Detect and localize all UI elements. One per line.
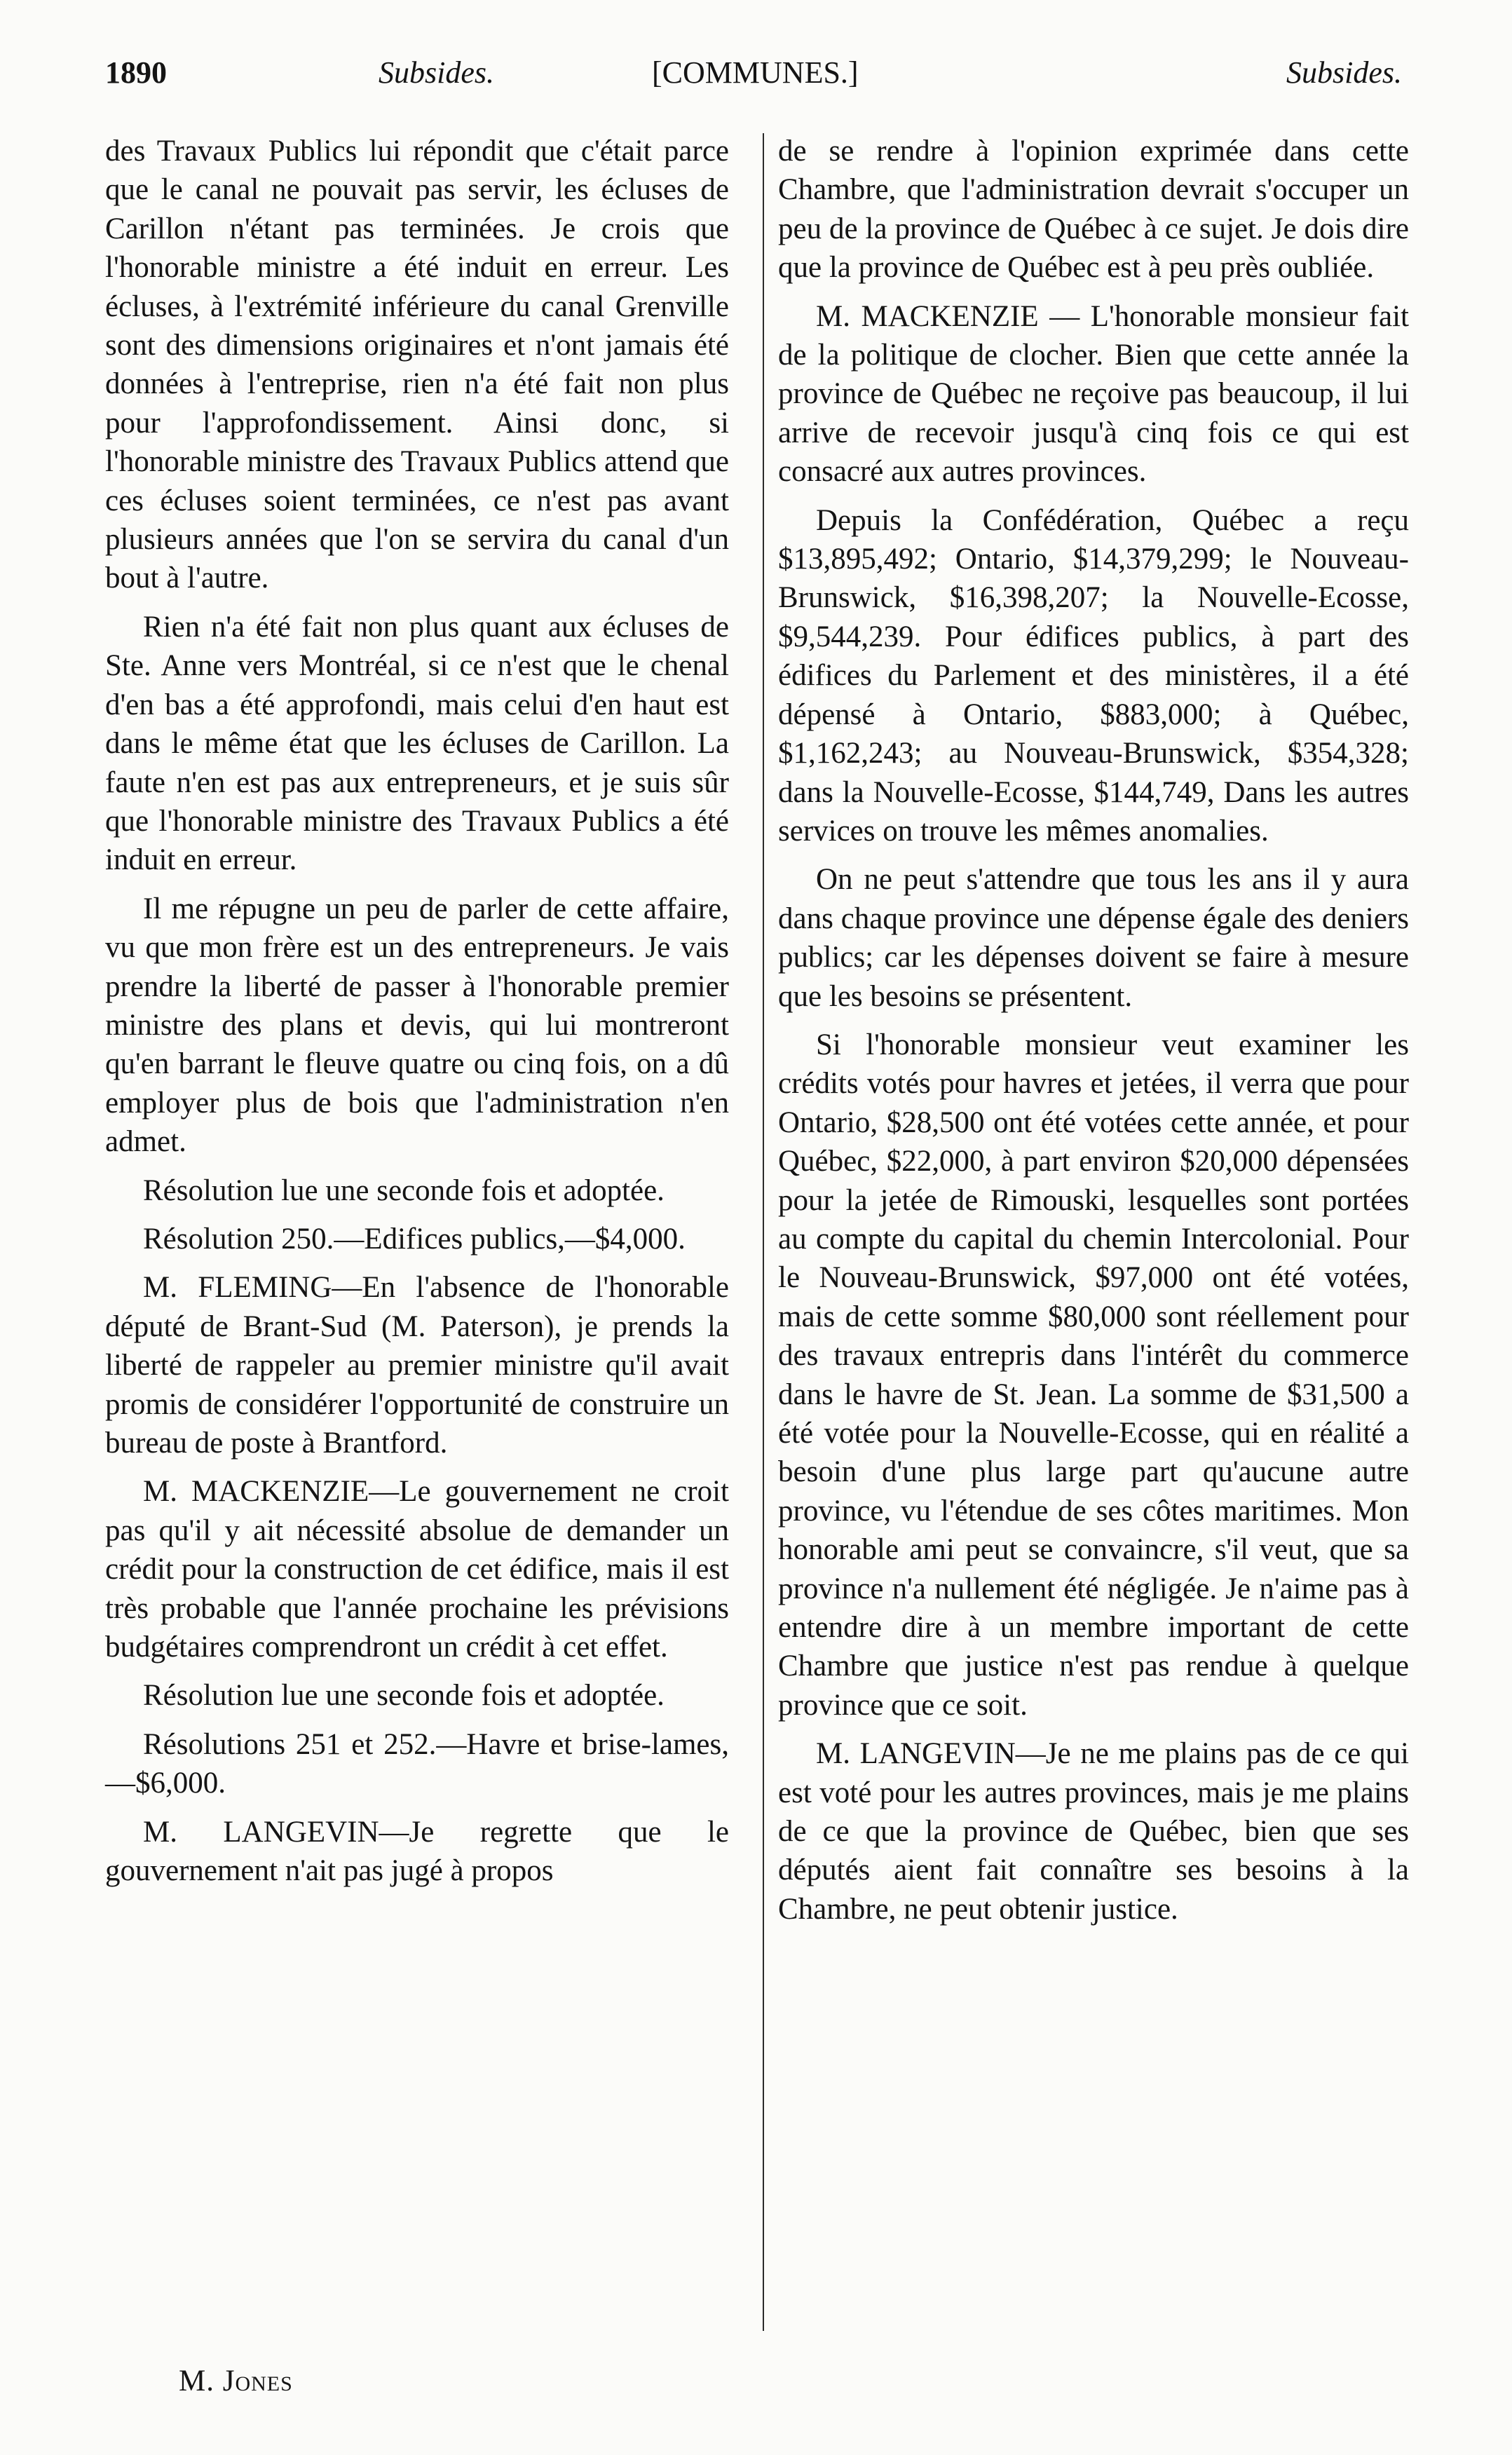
speech-langevin: M. LANGEVIN—Je ne me plains pas de ce qui est voté pour les autres provinces, mais je me plains de ce que la province de Québec, bien que ses députés aient fait connaître ses besoins à la Chambre, ne peut obtenir justice. bbox=[778, 1737, 1409, 1926]
left-column bbox=[105, 132, 729, 1890]
resolution-heading: Résolutions 251 et 252.—Havre et brise-lames,—$6,000. bbox=[105, 1727, 729, 1800]
speech-langevin: M. LANGEVIN—Je regrette que le gouvernement n'ait pas jugé à propos bbox=[105, 1815, 729, 1888]
running-title-left: Subsides. bbox=[379, 55, 494, 90]
column-divider bbox=[763, 133, 764, 2331]
paragraph: Si l'honorable monsieur veut examiner les crédits votés pour havres et jetées, il verra que pour Ontario, $28,500 ont été votées cette année, et pour Québec, $22,000, à part environ $20,000 dépensées pour la jetée de Rimouski, lesquelles sont portées au compte du capital du chemin Intercolonial. Pour le Nouveau-Brunswick, $97,000 ont été votées, mais de cette somme $80,000 sont réellement pour des travaux entrepris dans l'intérêt du commerce dans le havre de St. Jean. La somme de $31,500 a été votée pour la Nouvelle-Ecosse, qui en réalité a besoin d'une plus large part qu'aucune autre province, vu l'étendue de ses côtes maritimes. Mon honorable ami peut se convaincre, s'il veut, que sa province n'a nullement été négligée. Je n'aime pas à entendre dire à un membre important de cette Chambre que justice n'est pas rendue à quelque province que ce soit. bbox=[778, 1028, 1409, 1722]
speech-mackenzie: M. MACKENZIE — L'honorable monsieur fait de la politique de clocher. Bien que cette année la province de Québec ne reçoive pas beaucoup, il lui arrive de recevoir jusqu'à cinq fois ce qui est consacré aux autres provinces. bbox=[778, 299, 1409, 489]
page-header bbox=[105, 55, 1402, 104]
resolution-heading: Résolution 250.—Edifices publics,—$4,000. bbox=[143, 1222, 686, 1256]
paragraph: de se rendre à l'opinion exprimée dans cette Chambre, que l'administration devrait s'occuper un peu de la province de Québec à ce sujet. Je dois dire que la province de Québec est à peu près oubliée. bbox=[778, 135, 1409, 285]
paragraph: Depuis la Confédération, Québec a reçu $13,895,492; Ontario, $14,379,299; le Nouveau-Brunswick, $16,398,207; la Nouvelle-Ecosse, $9,544,239. Pour édifices publics, à part des édifices du Parlement et des ministères, il a été dépensé à Ontario, $883,000; à Québec, $1,162,243; au Nouveau-Brunswick, $354,328; dans la Nouvelle-Ecosse, $144,749, Dans les autres services on trouve les mêmes anomalies. bbox=[778, 503, 1409, 848]
resolution-line: Résolution lue une seconde fois et adoptée. bbox=[143, 1174, 665, 1207]
resolution-line: Résolution lue une seconde fois et adoptée. bbox=[143, 1679, 665, 1713]
running-title-right: Subsides. bbox=[1286, 55, 1402, 90]
page-number: 1890 bbox=[105, 55, 167, 90]
paragraph: Rien n'a été fait non plus quant aux écluses de Ste. Anne vers Montréal, si ce n'est que le chenal d'en bas a été approfondi, mais celui d'en haut est dans le même état que les écluses de Carillon. La faute n'en est pas aux entrepreneurs, et je suis sûr que l'honorable ministre des Travaux Publics a été induit en erreur. bbox=[105, 610, 729, 877]
speech-fleming: M. FLEMING—En l'absence de l'honorable député de Brant-Sud (M. Paterson), je prends la liberté de rappeler au premier ministre qu'il avait promis de considérer l'opportunité de construire un bureau de poste à Brantford. bbox=[105, 1271, 729, 1460]
paragraph: des Travaux Publics lui répondit que c'était parce que le canal ne pouvait pas servir, les écluses de Carillon n'étant pas terminées. Je crois que l'honorable ministre a été induit en erreur. Les écluses, à l'extrémité inférieure du canal Grenville sont des dimensions originaires et n'ont jamais été données à l'entreprise, rien n'a été fait non plus pour l'approfondissement. Ainsi donc, si l'honorable ministre des Travaux Publics attend que ces écluses soient terminées, ce n'est pas avant plusieurs années que l'on se servira du canal d'un bout à l'autre. bbox=[105, 135, 729, 595]
speech-mackenzie: M. MACKENZIE—Le gouvernement ne croit pas qu'il y ait nécessité absolue de demander un crédit pour la construction de cet édifice, mais il est très probable que l'année prochaine les prévisions budgétaires comprendront un crédit à cet effet. bbox=[105, 1475, 729, 1664]
catchword-footer: M. Jones bbox=[179, 2365, 293, 2398]
running-title-center: [COMMUNES.] bbox=[652, 55, 859, 90]
paragraph: Il me répugne un peu de parler de cette affaire, vu que mon frère est un des entrepreneurs. Je vais prendre la liberté de passer à l'honorable premier ministre des plans et devis, qui lui montreront qu'en barrant le fleuve quatre ou cinq fois, on a dû employer plus de bois que l'administration n'en admet. bbox=[105, 892, 729, 1159]
right-column bbox=[778, 132, 1409, 1929]
paragraph: On ne peut s'attendre que tous les ans il y aura dans chaque province une dépense égale des deniers publics; car les dépenses doivent se faire à mesure que les besoins se présentent. bbox=[778, 863, 1409, 1013]
